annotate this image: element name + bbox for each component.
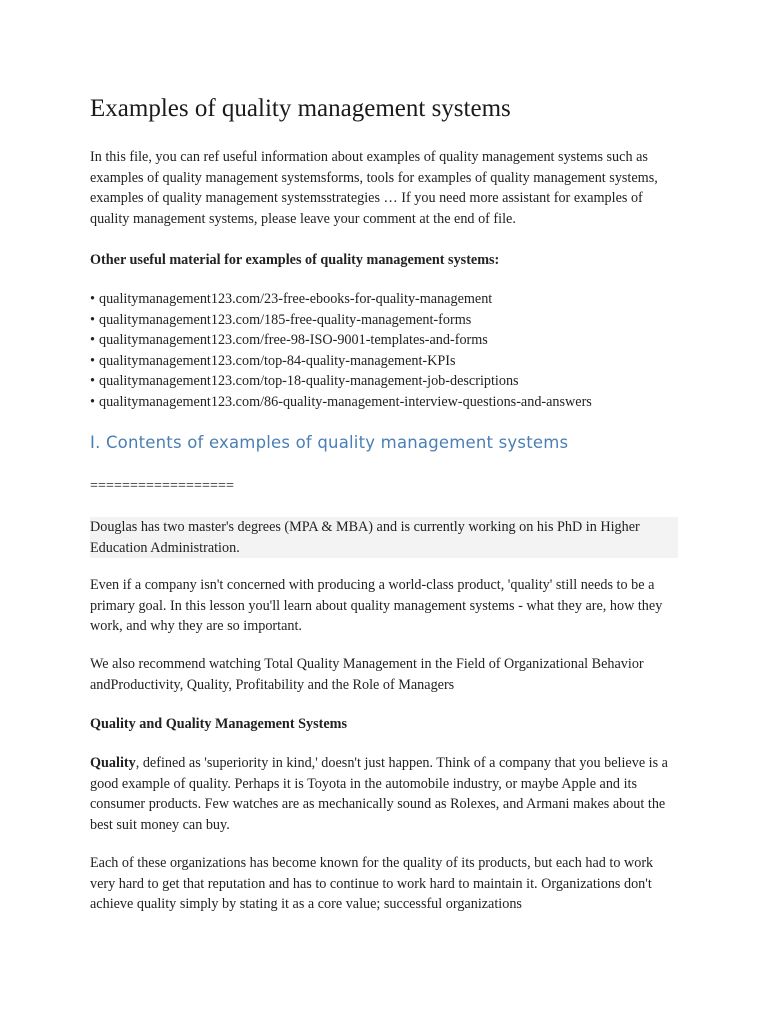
author-note: Douglas has two master's degrees (MPA & MBA) and is currently working on his PhD in Higher Education Administration.	[90, 517, 678, 558]
quality-definition-text: , defined as 'superiority in kind,' doesn't just happen. Think of a company that you believe is a good example of quality. Perhaps it is Toyota in the automobile industry, or maybe Apple and its consumer products. Few watches are as mechanically sound as Rolexes, and Armani makes about the best suit money can buy.	[90, 755, 668, 834]
subheading: Quality and Quality Management Systems	[90, 716, 347, 732]
resource-link[interactable]: qualitymanagement123.com/free-98-ISO-9001-templates-and-forms	[98, 332, 488, 348]
resource-link[interactable]: qualitymanagement123.com/185-free-quality-management-forms	[98, 311, 472, 328]
resource-link[interactable]: qualitymanagement123.com/top-18-quality-management-job-descriptions	[98, 373, 519, 389]
bullet-glyph: •	[90, 332, 95, 348]
organizations-paragraph: Each of these organizations has become known for the quality of its products, but each had to work very hard to get that reputation and has to continue to work hard to maintain it. Organizations don't achieve quality simply by stating it as a core value; successful organizations	[90, 855, 654, 913]
bullet-glyph: •	[90, 373, 95, 389]
document-title: Examples of quality management systems	[90, 95, 511, 122]
bullet-glyph: •	[90, 291, 95, 307]
resource-link[interactable]: qualitymanagement123.com/top-84-quality-management-KPIs	[98, 352, 456, 369]
bullet-glyph: •	[90, 311, 95, 328]
other-material-heading: Other useful material for examples of quality management systems:	[90, 252, 500, 268]
quality-term: Quality	[90, 755, 136, 771]
list-item	[90, 371, 592, 392]
list-item	[90, 392, 592, 413]
resource-link[interactable]: qualitymanagement123.com/86-quality-management-interview-questions-and-answers	[98, 393, 592, 410]
list-item	[90, 289, 592, 310]
recommendation-paragraph: We also recommend watching Total Quality Management in the Field of Organizational Behavior andProductivity, Quality, Profitability and the Role of Managers	[90, 656, 644, 693]
list-item	[90, 351, 592, 372]
section-heading: I. Contents of examples of quality management systems	[90, 433, 569, 452]
bullet-glyph: •	[90, 352, 95, 369]
bullet-glyph: •	[90, 393, 95, 410]
text-divider: ==================	[90, 478, 235, 494]
list-item	[90, 330, 592, 351]
lesson-intro-paragraph: Even if a company isn't concerned with producing a world-class product, 'quality' still needs to be a primary goal. In this lesson you'll learn about quality management systems - what they are, how they work, and why they are so important.	[90, 577, 663, 635]
list-item	[90, 310, 592, 331]
intro-paragraph: In this file, you can ref useful information about examples of quality management systems such as examples of quality management systemsforms, tools for examples of quality management systems, examples of quality management systemsstrategies … If you need more assistant for examples of quality management systems, please leave your comment at the end of file.	[90, 149, 658, 228]
resource-link-list	[90, 289, 592, 412]
quality-definition-paragraph	[90, 753, 680, 836]
resource-link[interactable]: qualitymanagement123.com/23-free-ebooks-for-quality-management	[98, 291, 493, 307]
